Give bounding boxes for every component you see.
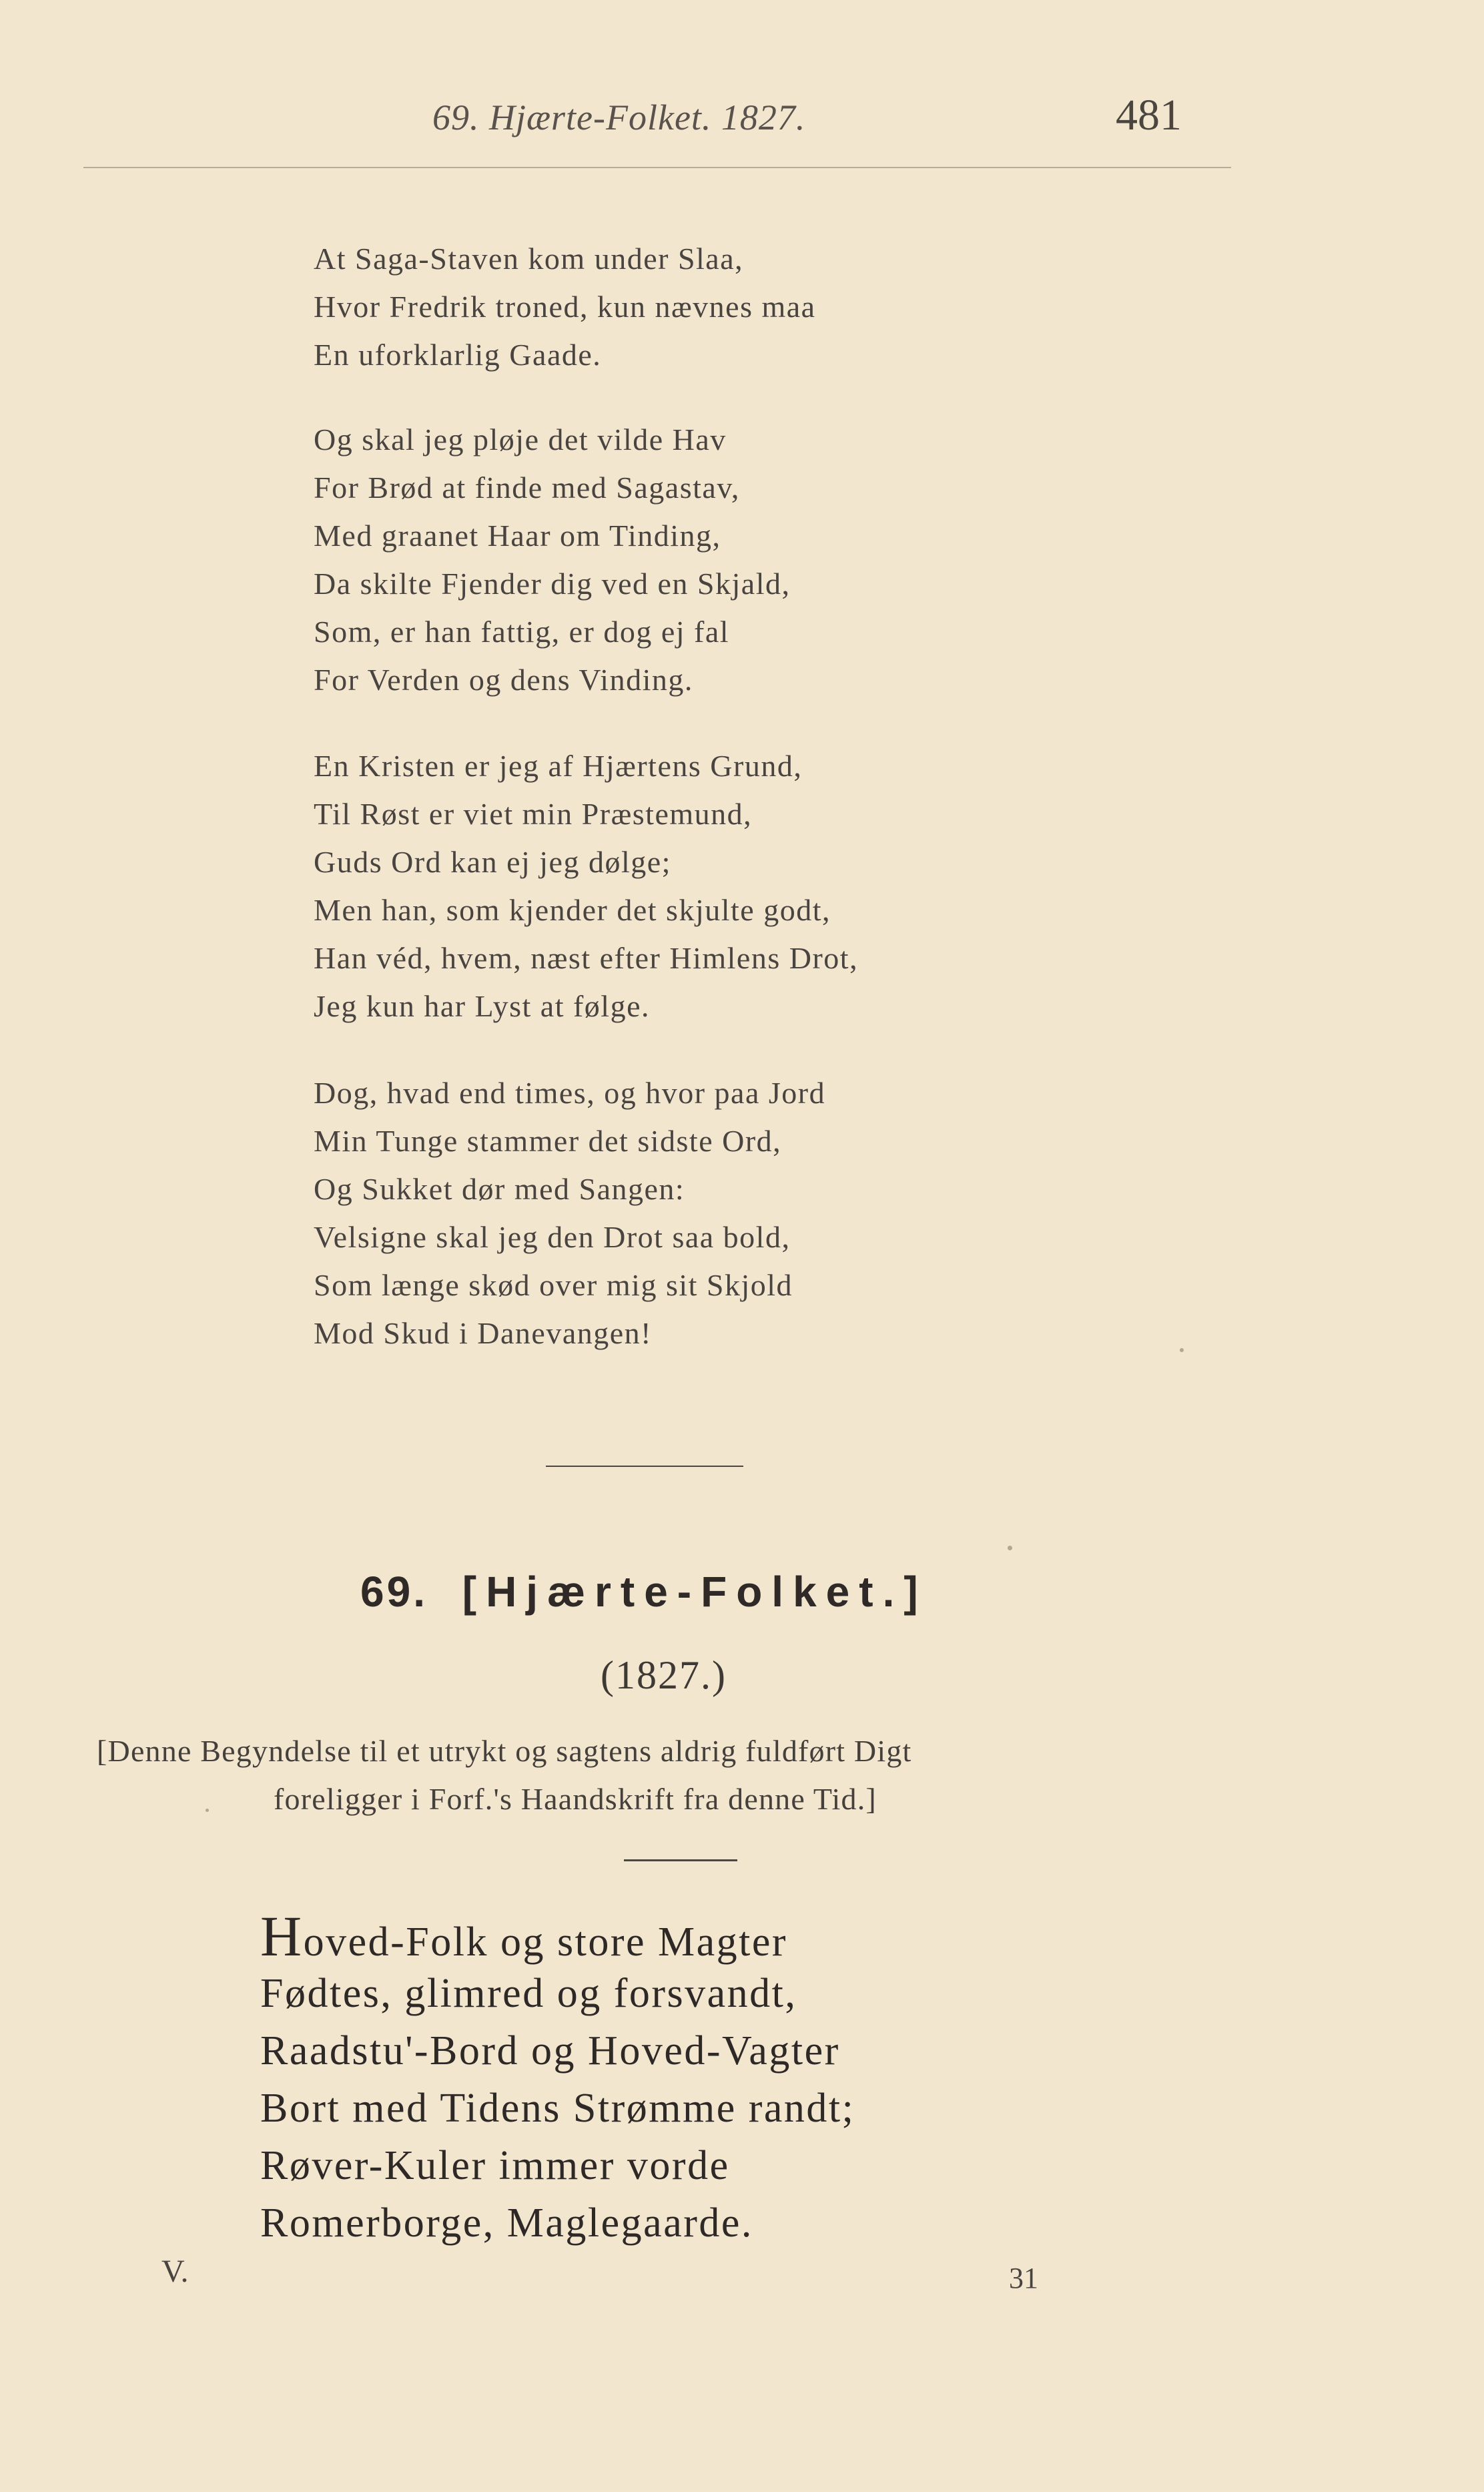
verse-line: Velsigne skal jeg den Drot saa bold, bbox=[314, 1220, 791, 1254]
stanza-1 bbox=[314, 235, 816, 379]
verse-line: Med graanet Haar om Tinding, bbox=[314, 519, 721, 553]
poem-title: [Hjærte-Folket.] bbox=[462, 1568, 928, 1616]
verse-line: Guds Ord kan ej jeg dølge; bbox=[314, 845, 671, 879]
stanza-4 bbox=[314, 1069, 825, 1357]
verse-line: At Saga-Staven kom under Slaa, bbox=[314, 242, 744, 276]
verse-line: Hvor Fredrik troned, kun nævnes maa bbox=[314, 290, 816, 324]
editor-note bbox=[97, 1727, 1244, 1823]
verse-line: Fødtes, glimred og forsvandt, bbox=[260, 1971, 797, 2016]
verse-line: Og Sukket dør med Sangen: bbox=[314, 1172, 685, 1206]
printer-signature-volume: V. bbox=[161, 2254, 189, 2289]
editor-note-line: foreligger i Forf.'s Haandskrift fra denne Tid.] bbox=[274, 1782, 877, 1816]
header-rule bbox=[83, 167, 1231, 168]
paper-speck bbox=[1008, 1546, 1012, 1550]
verse-line: Raadstu'-Bord og Hoved-Vagter bbox=[260, 2028, 840, 2074]
note-divider bbox=[624, 1859, 737, 1861]
stanza-2 bbox=[314, 416, 791, 704]
verse-line: Som, er han fattig, er dog ej fal bbox=[314, 615, 730, 649]
poem-body bbox=[260, 1904, 855, 2252]
verse-line: Jeg kun har Lyst at følge. bbox=[314, 989, 651, 1023]
verse-line: For Verden og dens Vinding. bbox=[314, 663, 693, 697]
paper-speck bbox=[206, 1809, 209, 1812]
verse-line: For Brød at finde med Sagastav, bbox=[314, 471, 740, 505]
poem-number: 69. bbox=[360, 1568, 428, 1616]
verse-line: Han véd, hvem, næst efter Himlens Drot, bbox=[314, 941, 859, 975]
verse-line: Min Tunge stammer det sidste Ord, bbox=[314, 1124, 782, 1158]
printer-signature-sheet: 31 bbox=[1009, 2262, 1038, 2294]
verse-line: Og skal jeg pløje det vilde Hav bbox=[314, 422, 727, 456]
stanza-3 bbox=[314, 742, 858, 1030]
verse-line: Som længe skød over mig sit Skjold bbox=[314, 1268, 793, 1302]
verse-line: Røver-Kuler immer vorde bbox=[260, 2143, 730, 2188]
poem-heading bbox=[360, 1567, 981, 1616]
running-title: 69. Hjærte-Folket. 1827. bbox=[432, 97, 806, 137]
poem-date: (1827.) bbox=[601, 1653, 727, 1697]
verse-line: En Kristen er jeg af Hjærtens Grund, bbox=[314, 749, 803, 783]
first-line-text: oved-Folk og store Magter bbox=[303, 1919, 788, 1965]
verse-line: Bort med Tidens Strømme randt; bbox=[260, 2086, 855, 2131]
editor-note-line: [Denne Begyndelse til et utrykt og sagtens aldrig fuldført Digt bbox=[97, 1734, 912, 1768]
paper-speck bbox=[1180, 1348, 1184, 1352]
verse-line: Romerborge, Maglegaarde. bbox=[260, 2200, 753, 2246]
verse-line: Men han, som kjender det skjulte godt, bbox=[314, 893, 831, 927]
verse-line: En uforklarlig Gaade. bbox=[314, 338, 602, 372]
verse-line: Til Røst er viet min Præstemund, bbox=[314, 797, 753, 831]
section-divider bbox=[546, 1466, 743, 1467]
page-number: 481 bbox=[1116, 91, 1182, 139]
drop-cap: H bbox=[260, 1904, 304, 1968]
verse-line-first bbox=[260, 1904, 855, 1968]
verse-line: Da skilte Fjender dig ved en Skjald, bbox=[314, 567, 791, 601]
running-header bbox=[0, 91, 1484, 157]
verse-line: Dog, hvad end times, og hvor paa Jord bbox=[314, 1076, 826, 1110]
verse-line: Mod Skud i Danevangen! bbox=[314, 1316, 652, 1350]
